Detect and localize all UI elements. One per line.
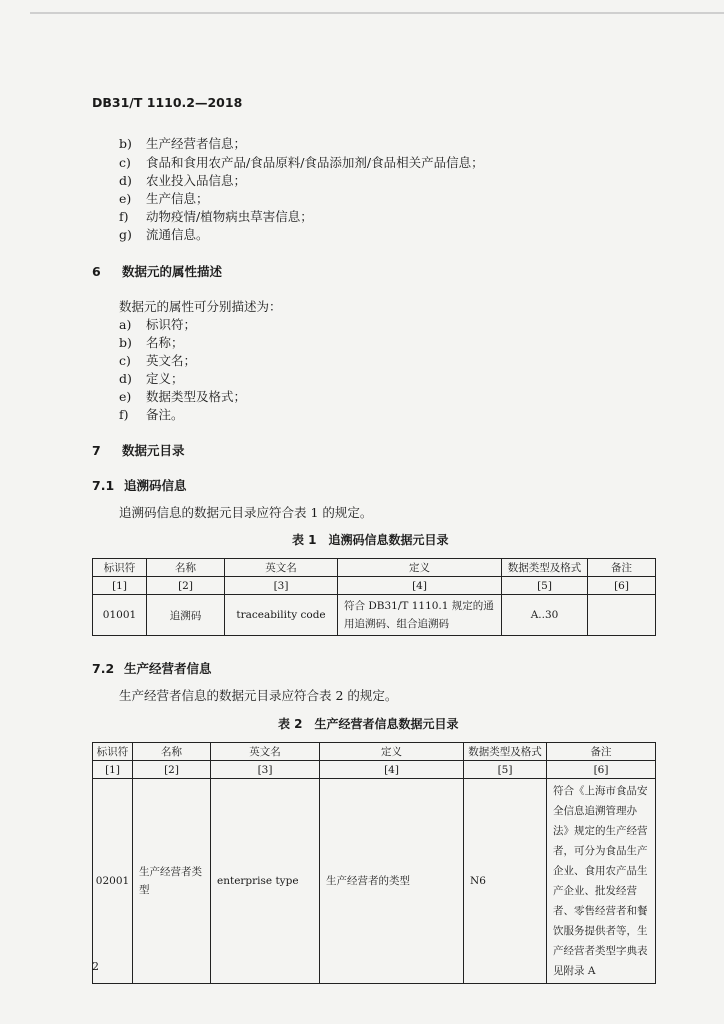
header-cell: 数据类型及格式	[502, 559, 588, 577]
list-text: 备注。	[146, 407, 184, 422]
index-cell: [4]	[320, 761, 464, 779]
list-label: a)	[119, 317, 132, 332]
list-item	[119, 405, 184, 423]
index-cell: [3]	[211, 761, 320, 779]
caption-title: 追溯码信息数据元目录	[328, 533, 449, 547]
header-cell: 数据类型及格式	[464, 743, 547, 761]
list-item	[119, 333, 184, 351]
index-cell: [1]	[93, 577, 147, 595]
cell-definition: 符合 DB31/T 1110.1 规定的通用追溯码、组合追溯码	[338, 595, 502, 636]
header-cell: 备注	[547, 743, 656, 761]
list-text: 标识符；	[146, 317, 197, 332]
list-text: 生产信息；	[146, 191, 209, 206]
cell-english-name: traceability code	[225, 595, 338, 636]
list-item	[119, 171, 246, 189]
section-number: 7	[92, 443, 101, 458]
header-cell: 名称	[147, 559, 225, 577]
cell-data-type: N6	[464, 779, 547, 984]
cell-definition: 生产经营者的类型	[320, 779, 464, 984]
top-border-line	[30, 12, 724, 14]
header-cell: 标识符	[93, 743, 133, 761]
list-item	[119, 153, 484, 171]
index-cell: [2]	[147, 577, 225, 595]
section-title: 生产经营者信息	[124, 661, 212, 676]
header-cell: 英文名	[211, 743, 320, 761]
section-number: 7.2	[92, 661, 115, 676]
index-cell: [3]	[225, 577, 338, 595]
list-text: 名称；	[146, 335, 184, 350]
table-1	[92, 558, 656, 636]
section-number: 6	[92, 264, 101, 279]
list-text: 数据类型及格式；	[146, 389, 247, 404]
table-header-row	[93, 743, 656, 761]
caption-number: 表 2	[278, 717, 303, 731]
cell-english-name: enterprise type	[211, 779, 320, 984]
list-text: 生产经营者信息；	[146, 136, 247, 151]
list-text: 英文名；	[146, 353, 197, 368]
list-label: e)	[119, 191, 132, 206]
index-cell: [5]	[464, 761, 547, 779]
list-label: e)	[119, 389, 132, 404]
list-label: f)	[119, 407, 129, 422]
section-title: 数据元目录	[122, 443, 185, 458]
cell-id: 01001	[93, 595, 147, 636]
index-cell: [6]	[547, 761, 656, 779]
header-cell: 备注	[588, 559, 656, 577]
cell-name: 生产经营者类型	[133, 779, 211, 984]
list-item	[119, 189, 209, 207]
list-text: 定义；	[146, 371, 184, 386]
index-cell: [2]	[133, 761, 211, 779]
list-item	[119, 207, 313, 225]
table-2	[92, 742, 656, 984]
table-1-caption	[292, 531, 449, 548]
list-item	[119, 387, 246, 405]
cell-name: 追溯码	[147, 595, 225, 636]
section-title: 追溯码信息	[124, 478, 187, 493]
section-6-intro: 数据元的属性可分别描述为：	[119, 299, 282, 314]
list-label: g)	[119, 227, 132, 242]
list-item	[119, 351, 196, 369]
table-index-row	[93, 761, 656, 779]
section-7-1-heading	[92, 476, 187, 494]
section-6-heading	[92, 262, 222, 280]
section-7-1-paragraph: 追溯码信息的数据元目录应符合表 1 的规定。	[119, 505, 373, 520]
cell-note: 符合《上海市食品安全信息追溯管理办法》规定的生产经营者，可分为食品生产企业、食用农产品生产企业、批发经营者、零售经营者和餐饮服务提供者等，生产经营者类型字典表见附录 A	[547, 779, 656, 984]
table-header-row	[93, 559, 656, 577]
list-text: 动物疫情/植物病虫草害信息；	[146, 209, 313, 224]
list-label: b)	[119, 136, 132, 151]
list-text: 农业投入品信息；	[146, 173, 247, 188]
caption-title: 生产经营者信息数据元目录	[314, 717, 459, 731]
index-cell: [6]	[588, 577, 656, 595]
list-text: 食品和食用农产品/食品原料/食品添加剂/食品相关产品信息；	[146, 155, 484, 170]
list-item	[119, 225, 209, 243]
header-cell: 英文名	[225, 559, 338, 577]
list-label: d)	[119, 173, 132, 188]
cell-data-type: A..30	[502, 595, 588, 636]
list-text: 流通信息。	[146, 227, 209, 242]
header-cell: 定义	[338, 559, 502, 577]
section-7-2-paragraph: 生产经营者信息的数据元目录应符合表 2 的规定。	[119, 688, 398, 703]
section-7-2-heading	[92, 659, 212, 677]
header-cell: 标识符	[93, 559, 147, 577]
list-item	[119, 315, 196, 333]
table-row	[93, 595, 656, 636]
cell-note	[588, 595, 656, 636]
header-cell: 名称	[133, 743, 211, 761]
index-cell: [4]	[338, 577, 502, 595]
list-label: c)	[119, 353, 131, 368]
list-item	[119, 369, 184, 387]
list-item	[119, 134, 246, 152]
list-label: f)	[119, 209, 129, 224]
table-2-caption	[278, 715, 459, 732]
header-cell: 定义	[320, 743, 464, 761]
cell-id: 02001	[93, 779, 133, 984]
list-label: c)	[119, 155, 131, 170]
index-cell: [1]	[93, 761, 133, 779]
doc-header-id: DB31/T 1110.2—2018	[92, 95, 243, 110]
index-cell: [5]	[502, 577, 588, 595]
page-number: 2	[92, 960, 99, 973]
table-index-row	[93, 577, 656, 595]
table-row	[93, 779, 656, 984]
list-label: b)	[119, 335, 132, 350]
list-label: d)	[119, 371, 132, 386]
section-7-heading	[92, 441, 185, 459]
caption-number: 表 1	[292, 533, 317, 547]
section-title: 数据元的属性描述	[122, 264, 223, 279]
section-number: 7.1	[92, 478, 115, 493]
